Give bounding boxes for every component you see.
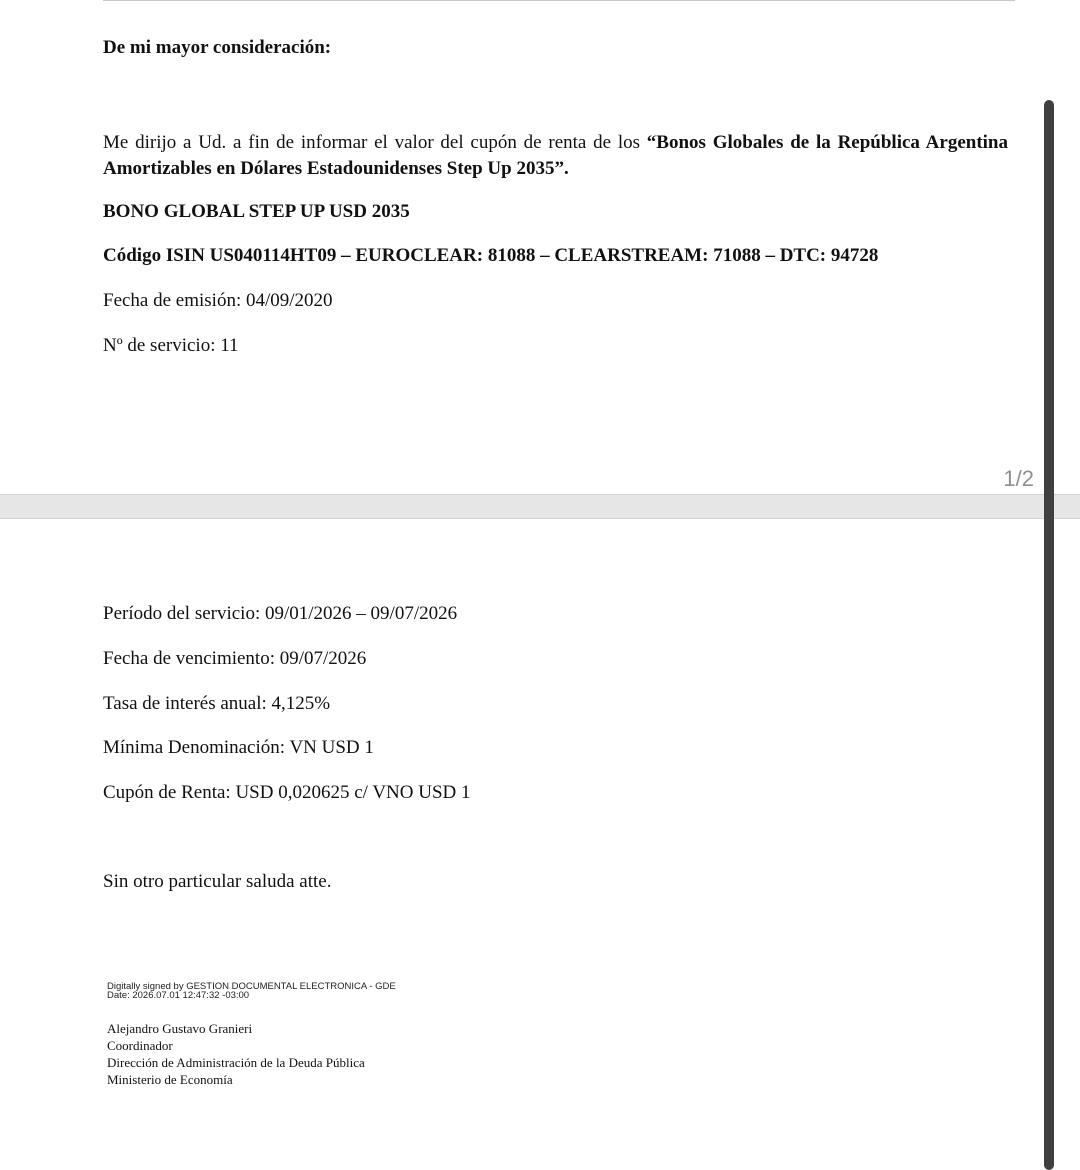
scrollbar-thumb[interactable] <box>1044 100 1054 1170</box>
signer-ministry: Ministerio de Economía <box>107 1072 233 1087</box>
intro-bold-text-2: Amortizables en Dólares Estadounidenses Step Up 2035”. <box>103 158 569 179</box>
digital-signature-text: Digitally signed by GESTION DOCUMENTAL ELECTRONICA - GDE <box>107 981 396 992</box>
page-separator <box>0 494 1080 519</box>
signer-name: Alejandro Gustavo Granieri <box>107 1021 253 1036</box>
bond-codes: Código ISIN US040114HT09 – EUROCLEAR: 81088 – CLEARSTREAM: 71088 – DTC: 94728 <box>103 245 879 266</box>
maturity-date: Fecha de vencimiento: 09/07/2026 <box>103 648 367 669</box>
issue-date: Fecha de emisión: 04/09/2020 <box>103 290 333 311</box>
page-indicator: 1/2 <box>1003 466 1034 491</box>
intro-bold-text-1: “Bonos Globales de la República Argentina <box>646 132 1008 153</box>
interest-rate: Tasa de interés anual: 4,125% <box>103 693 331 714</box>
closing-line: Sin otro particular saluda atte. <box>103 871 332 892</box>
document-page-1 <box>0 0 1042 494</box>
intro-line-1 <box>103 130 1008 156</box>
coupon: Cupón de Renta: USD 0,020625 c/ VNO USD 1 <box>103 782 471 803</box>
min-denomination: Mínima Denominación: VN USD 1 <box>103 737 374 758</box>
signer-role: Coordinador <box>107 1038 173 1053</box>
signer-department: Dirección de Administración de la Deuda Pública <box>107 1055 365 1070</box>
bond-title: BONO GLOBAL STEP UP USD 2035 <box>103 201 410 222</box>
salutation: De mi mayor consideración: <box>103 37 332 58</box>
service-number: Nº de servicio: 11 <box>103 335 239 356</box>
service-period: Período del servicio: 09/01/2026 – 09/07/2026 <box>103 603 458 624</box>
intro-paragraph <box>103 130 1008 182</box>
digital-signature-date: Date: 2026.07.01 12:47:32 -03:00 <box>107 990 250 1001</box>
document-page-2 <box>0 519 1042 1156</box>
page-top-rule <box>103 0 1015 1</box>
scrollbar[interactable] <box>1042 0 1080 1156</box>
intro-plain-text: Me dirijo a Ud. a fin de informar el valor del cupón de renta de los <box>103 132 647 153</box>
